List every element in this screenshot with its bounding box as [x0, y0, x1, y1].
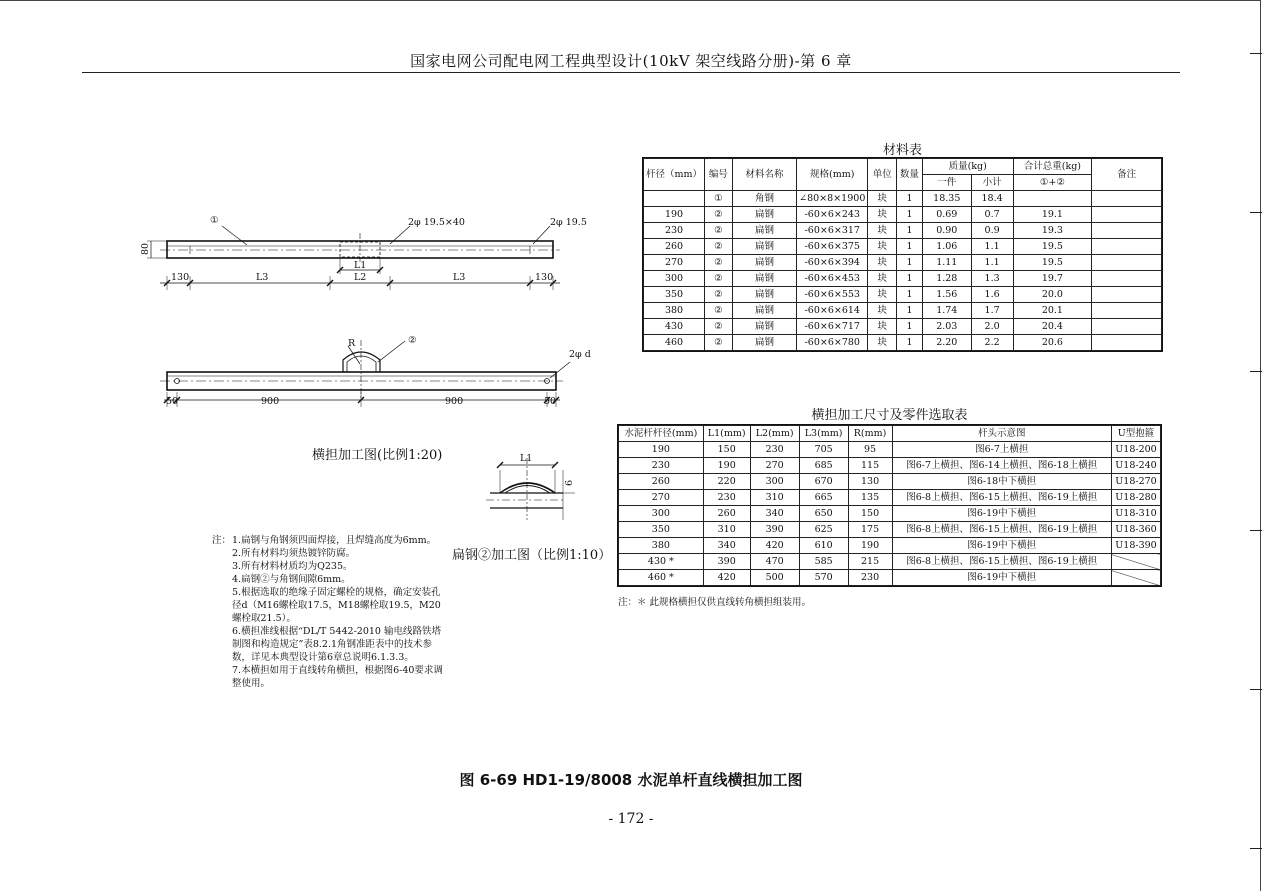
table-cell-d: 300 [644, 271, 705, 287]
table-cell-qty: 1 [897, 271, 923, 287]
size-cell [1111, 554, 1160, 570]
table-cell-unit: 块 [868, 207, 897, 223]
table-cell-remark [1092, 207, 1162, 223]
table-cell-qty: 1 [897, 303, 923, 319]
dim-L3-right: L3 [453, 272, 466, 283]
table-cell-name: 扁钢 [732, 303, 796, 319]
size-table-title: 横担加工尺寸及零件选取表 [811, 408, 968, 423]
size-cell: U18-200 [1111, 442, 1160, 458]
table-cell-spec: -60×6×780 [797, 335, 868, 351]
size-cell: 190 [619, 442, 704, 458]
table-cell-no: ② [705, 287, 733, 303]
dim-50-left: 50 [166, 396, 179, 407]
table-cell-d: 380 [644, 303, 705, 319]
table-cell-each: 2.03 [922, 319, 971, 335]
table-cell-sub: 1.7 [971, 303, 1013, 319]
hole-mid-label: 2φ 19.5×40 [408, 217, 465, 228]
table-cell-spec: -60×6×614 [797, 303, 868, 319]
table-row [644, 223, 1162, 239]
size-cell: 340 [750, 506, 799, 522]
table-row [644, 255, 1162, 271]
table-cell-name: 扁钢 [732, 207, 796, 223]
size-cell: 380 [619, 538, 704, 554]
table-cell-d: 430 [644, 319, 705, 335]
size-cell: 670 [799, 474, 848, 490]
material-table-body [644, 191, 1162, 351]
notes-label: 注： [212, 535, 232, 546]
table-row [619, 506, 1161, 522]
size-th: 杆头示意图 [892, 426, 1111, 442]
table-cell-sub: 0.7 [971, 207, 1013, 223]
th-mass: 质量(kg) [922, 159, 1013, 175]
th-remark: 备注 [1092, 159, 1162, 191]
size-cell: U18-240 [1111, 458, 1160, 474]
table-row [619, 442, 1161, 458]
size-cell: 610 [799, 538, 848, 554]
dim-L3-left: L3 [256, 272, 269, 283]
table-cell-total: 19.7 [1013, 271, 1092, 287]
size-cell: 705 [799, 442, 848, 458]
th-subtotal: 小计 [971, 175, 1013, 191]
size-cell: 图6-7上横担 [892, 442, 1111, 458]
table-cell-no: ② [705, 335, 733, 351]
table-cell-sub: 1.3 [971, 271, 1013, 287]
dim-130-left: 130 [171, 272, 190, 283]
size-cell: 585 [799, 554, 848, 570]
material-table [643, 158, 1162, 351]
table-cell-remark [1092, 223, 1162, 239]
table-cell-d: 190 [644, 207, 705, 223]
size-cell: 150 [703, 442, 750, 458]
table-cell-d: 350 [644, 287, 705, 303]
table-cell-total: 19.1 [1013, 207, 1092, 223]
hole-end-label: 2φ 19.5 [550, 217, 587, 228]
table-cell-each: 1.56 [922, 287, 971, 303]
table-cell-d: 260 [644, 239, 705, 255]
table-cell-remark [1092, 191, 1162, 207]
table-row [644, 335, 1162, 351]
table-cell-total: 19.5 [1013, 239, 1092, 255]
dim-L1: L1 [354, 260, 367, 271]
table-row [619, 490, 1161, 506]
note-item: 5.根据选取的绝缘子固定螺栓的规格，确定安装孔径d（M16螺栓取17.5，M18螺栓取19.5，M20螺栓取21.5）。 [232, 587, 441, 624]
size-cell: 665 [799, 490, 848, 506]
table-cell-no: ② [705, 207, 733, 223]
table-row [644, 271, 1162, 287]
th-qty: 数量 [897, 159, 923, 191]
table-cell-total: 20.6 [1013, 335, 1092, 351]
table-cell-no: ① [705, 191, 733, 207]
th-each: 一件 [922, 175, 971, 191]
size-cell: U18-310 [1111, 506, 1160, 522]
size-cell: 图6-8上横担、图6-15上横担、图6-19上横担 [892, 554, 1111, 570]
hole-d-label: 2φ d [569, 349, 591, 360]
table-cell-unit: 块 [868, 287, 897, 303]
size-cell: 420 [703, 570, 750, 586]
size-cell: 260 [703, 506, 750, 522]
table-cell-each: 0.69 [922, 207, 971, 223]
size-cell: U18-270 [1111, 474, 1160, 490]
note-item: 2.所有材料均须热镀锌防腐。 [232, 548, 356, 559]
table-cell-qty: 1 [897, 223, 923, 239]
size-cell: 685 [799, 458, 848, 474]
table-cell-qty: 1 [897, 255, 923, 271]
table-row [619, 522, 1161, 538]
table-row [644, 319, 1162, 335]
dim-50-right: 50 [544, 396, 557, 407]
size-cell: 190 [848, 538, 892, 554]
dim-L2: L2 [354, 272, 367, 283]
page-number: - 172 - [608, 811, 654, 827]
size-cell: 135 [848, 490, 892, 506]
table-cell-spec: -60×6×317 [797, 223, 868, 239]
table-row [619, 554, 1161, 570]
table-row [644, 287, 1162, 303]
size-cell: 95 [848, 442, 892, 458]
table-cell-spec: -60×6×243 [797, 207, 868, 223]
table-cell-each: 2.20 [922, 335, 971, 351]
note-item: 1.扁钢与角钢须四面焊接，且焊缝高度为6mm。 [232, 535, 437, 546]
size-cell: 340 [703, 538, 750, 554]
table-cell-name: 扁钢 [732, 223, 796, 239]
size-cell: 130 [848, 474, 892, 490]
size-cell: 310 [703, 522, 750, 538]
size-cell: 430 * [619, 554, 704, 570]
main-drawing-caption: 横担加工图(比例1:20) [312, 448, 443, 463]
page-header: 国家电网公司配电网工程典型设计(10kV 架空线路分册)-第 6 章 [410, 52, 852, 70]
table-cell-spec: -60×6×375 [797, 239, 868, 255]
table-cell-remark [1092, 239, 1162, 255]
note-item: 6.横担准线根据“DL/T 5442-2010 输电线路铁塔制图和构造规定”表8.2.1角钢准距表中的技术参数，详见本典型设计第6章总说明6.1.3.3。 [232, 626, 441, 663]
table-cell-total: 19.5 [1013, 255, 1092, 271]
size-cell: 260 [619, 474, 704, 490]
table-cell-total [1013, 191, 1092, 207]
table-cell-d: 460 [644, 335, 705, 351]
size-cell: 270 [750, 458, 799, 474]
size-cell: 230 [848, 570, 892, 586]
size-th: L1(mm) [703, 426, 750, 442]
table-cell-remark [1092, 271, 1162, 287]
dim-900-left: 900 [261, 396, 280, 407]
part2-label: ② [408, 335, 417, 346]
size-cell: 650 [799, 506, 848, 522]
size-th: R(mm) [848, 426, 892, 442]
size-cell: 图6-19中下横担 [892, 506, 1111, 522]
table-row [619, 538, 1161, 554]
size-cell: 图6-19中下横担 [892, 538, 1111, 554]
size-cell: 220 [703, 474, 750, 490]
size-table [618, 425, 1161, 586]
size-table-header [619, 426, 1161, 442]
table-cell-sub: 2.2 [971, 335, 1013, 351]
table-cell-each: 1.11 [922, 255, 971, 271]
table-cell-spec: ∠80×8×1900 [797, 191, 868, 207]
table-cell-unit: 块 [868, 335, 897, 351]
size-cell: 625 [799, 522, 848, 538]
table-cell-no: ② [705, 271, 733, 287]
table-cell-sub: 18.4 [971, 191, 1013, 207]
table-row [644, 207, 1162, 223]
size-th: L3(mm) [799, 426, 848, 442]
size-cell: 230 [750, 442, 799, 458]
table-cell-remark [1092, 319, 1162, 335]
th-no: 编号 [705, 159, 733, 191]
table-cell-unit: 块 [868, 223, 897, 239]
table-cell-name: 扁钢 [732, 255, 796, 271]
table-cell-spec: -60×6×453 [797, 271, 868, 287]
size-cell: 190 [703, 458, 750, 474]
size-cell: 175 [848, 522, 892, 538]
size-cell: 图6-19中下横担 [892, 570, 1111, 586]
th-unit: 单位 [868, 159, 897, 191]
size-cell: U18-360 [1111, 522, 1160, 538]
size-cell: 390 [750, 522, 799, 538]
table-row [644, 191, 1162, 207]
size-cell: 图6-18中下横担 [892, 474, 1111, 490]
table-cell-each: 1.06 [922, 239, 971, 255]
table-cell-sub: 1.6 [971, 287, 1013, 303]
size-cell: 470 [750, 554, 799, 570]
table-cell-d: 270 [644, 255, 705, 271]
table-row [644, 303, 1162, 319]
table-cell-name: 扁钢 [732, 287, 796, 303]
size-cell: 460 * [619, 570, 704, 586]
table-cell-unit: 块 [868, 319, 897, 335]
size-cell: 500 [750, 570, 799, 586]
notes-block [212, 534, 462, 690]
size-th: 水泥杆杆径(mm) [619, 426, 704, 442]
flat-steel-saddle [343, 352, 380, 372]
table-cell-d: 230 [644, 223, 705, 239]
part1-label: ① [210, 215, 219, 226]
table-cell-qty: 1 [897, 207, 923, 223]
table-row [619, 474, 1161, 490]
table-row [644, 239, 1162, 255]
table-row [619, 458, 1161, 474]
size-cell: U18-280 [1111, 490, 1160, 506]
size-cell: 115 [848, 458, 892, 474]
size-cell: 150 [848, 506, 892, 522]
table-cell-no: ② [705, 319, 733, 335]
size-th: L2(mm) [750, 426, 799, 442]
figure-title: 图 6-69 HD1-19/8008 水泥单杆直线横担加工图 [459, 771, 803, 789]
table-cell-no: ② [705, 223, 733, 239]
height-dim: 80 [140, 242, 151, 255]
size-cell: 300 [750, 474, 799, 490]
table-cell-no: ② [705, 255, 733, 271]
table-cell-each: 1.74 [922, 303, 971, 319]
table-cell-remark [1092, 335, 1162, 351]
table-cell-unit: 块 [868, 271, 897, 287]
size-cell: 215 [848, 554, 892, 570]
table-cell-no: ② [705, 303, 733, 319]
size-cell [1111, 570, 1160, 586]
table-cell-spec: -60×6×717 [797, 319, 868, 335]
detail-L1: L1 [520, 453, 533, 464]
table-cell-spec: -60×6×553 [797, 287, 868, 303]
th-total-sub: ①+② [1013, 175, 1092, 191]
table-cell-unit: 块 [868, 239, 897, 255]
table-cell-name: 扁钢 [732, 319, 796, 335]
table-cell-remark [1092, 287, 1162, 303]
dim-130-right: 130 [535, 272, 554, 283]
table-cell-spec: -60×6×394 [797, 255, 868, 271]
table-cell-no: ② [705, 239, 733, 255]
size-cell: 230 [703, 490, 750, 506]
note-item: 3.所有材料材质均为Q235。 [232, 561, 353, 572]
material-table-title: 材料表 [882, 143, 922, 158]
table-cell-name: 角钢 [732, 191, 796, 207]
note-item: 4.扁钢②与角钢间隙6mm。 [232, 574, 351, 585]
table-cell-sub: 2.0 [971, 319, 1013, 335]
table-cell-each: 0.90 [922, 223, 971, 239]
detail-drawing-caption: 扁钢②加工图（比例1:10） [452, 548, 612, 563]
size-cell: 270 [619, 490, 704, 506]
size-table-note: 注：＊ 此规格横担仅供直线转角横担组装用。 [618, 597, 812, 608]
th-spec: 规格(mm) [797, 159, 868, 191]
table-cell-qty: 1 [897, 239, 923, 255]
note-item: 7.本横担如用于直线转角横担，根据图6-40要求调整使用。 [232, 665, 443, 689]
table-cell-qty: 1 [897, 287, 923, 303]
table-cell-name: 扁钢 [732, 239, 796, 255]
table-cell-total: 20.0 [1013, 287, 1092, 303]
size-th: U型抱箍 [1111, 426, 1160, 442]
table-cell-unit: 块 [868, 303, 897, 319]
size-cell: 310 [750, 490, 799, 506]
table-cell-qty: 1 [897, 335, 923, 351]
table-cell-total: 20.4 [1013, 319, 1092, 335]
size-cell: 420 [750, 538, 799, 554]
table-cell-remark [1092, 303, 1162, 319]
table-cell-sub: 1.1 [971, 239, 1013, 255]
size-table-body [619, 442, 1161, 586]
size-cell: 350 [619, 522, 704, 538]
table-cell-name: 扁钢 [732, 271, 796, 287]
table-cell-remark [1092, 255, 1162, 271]
th-name: 材料名称 [732, 159, 796, 191]
table-cell-each: 1.28 [922, 271, 971, 287]
size-cell: 570 [799, 570, 848, 586]
size-cell: 图6-7上横担、图6-14上横担、图6-18上横担 [892, 458, 1111, 474]
th-diameter: 杆径（mm） [644, 159, 705, 191]
table-cell-sub: 0.9 [971, 223, 1013, 239]
size-cell: 390 [703, 554, 750, 570]
table-cell-total: 20.1 [1013, 303, 1092, 319]
table-cell-qty: 1 [897, 191, 923, 207]
table-cell-total: 19.3 [1013, 223, 1092, 239]
table-cell-each: 18.35 [922, 191, 971, 207]
size-cell: 300 [619, 506, 704, 522]
table-cell-qty: 1 [897, 319, 923, 335]
size-cell: 图6-8上横担、图6-15上横担、图6-19上横担 [892, 490, 1111, 506]
detail-gap: 6 [564, 479, 575, 486]
size-cell: 230 [619, 458, 704, 474]
radius-label: R [348, 338, 356, 349]
table-cell-unit: 块 [868, 191, 897, 207]
dim-900-right: 900 [445, 396, 464, 407]
table-cell-sub: 1.1 [971, 255, 1013, 271]
table-cell-name: 扁钢 [732, 335, 796, 351]
th-total: 合计总重(kg) [1013, 159, 1092, 175]
table-cell-unit: 块 [868, 255, 897, 271]
size-cell: 图6-8上横担、图6-15上横担、图6-19上横担 [892, 522, 1111, 538]
table-cell-d [644, 191, 705, 207]
size-cell: U18-390 [1111, 538, 1160, 554]
table-row [619, 570, 1161, 586]
